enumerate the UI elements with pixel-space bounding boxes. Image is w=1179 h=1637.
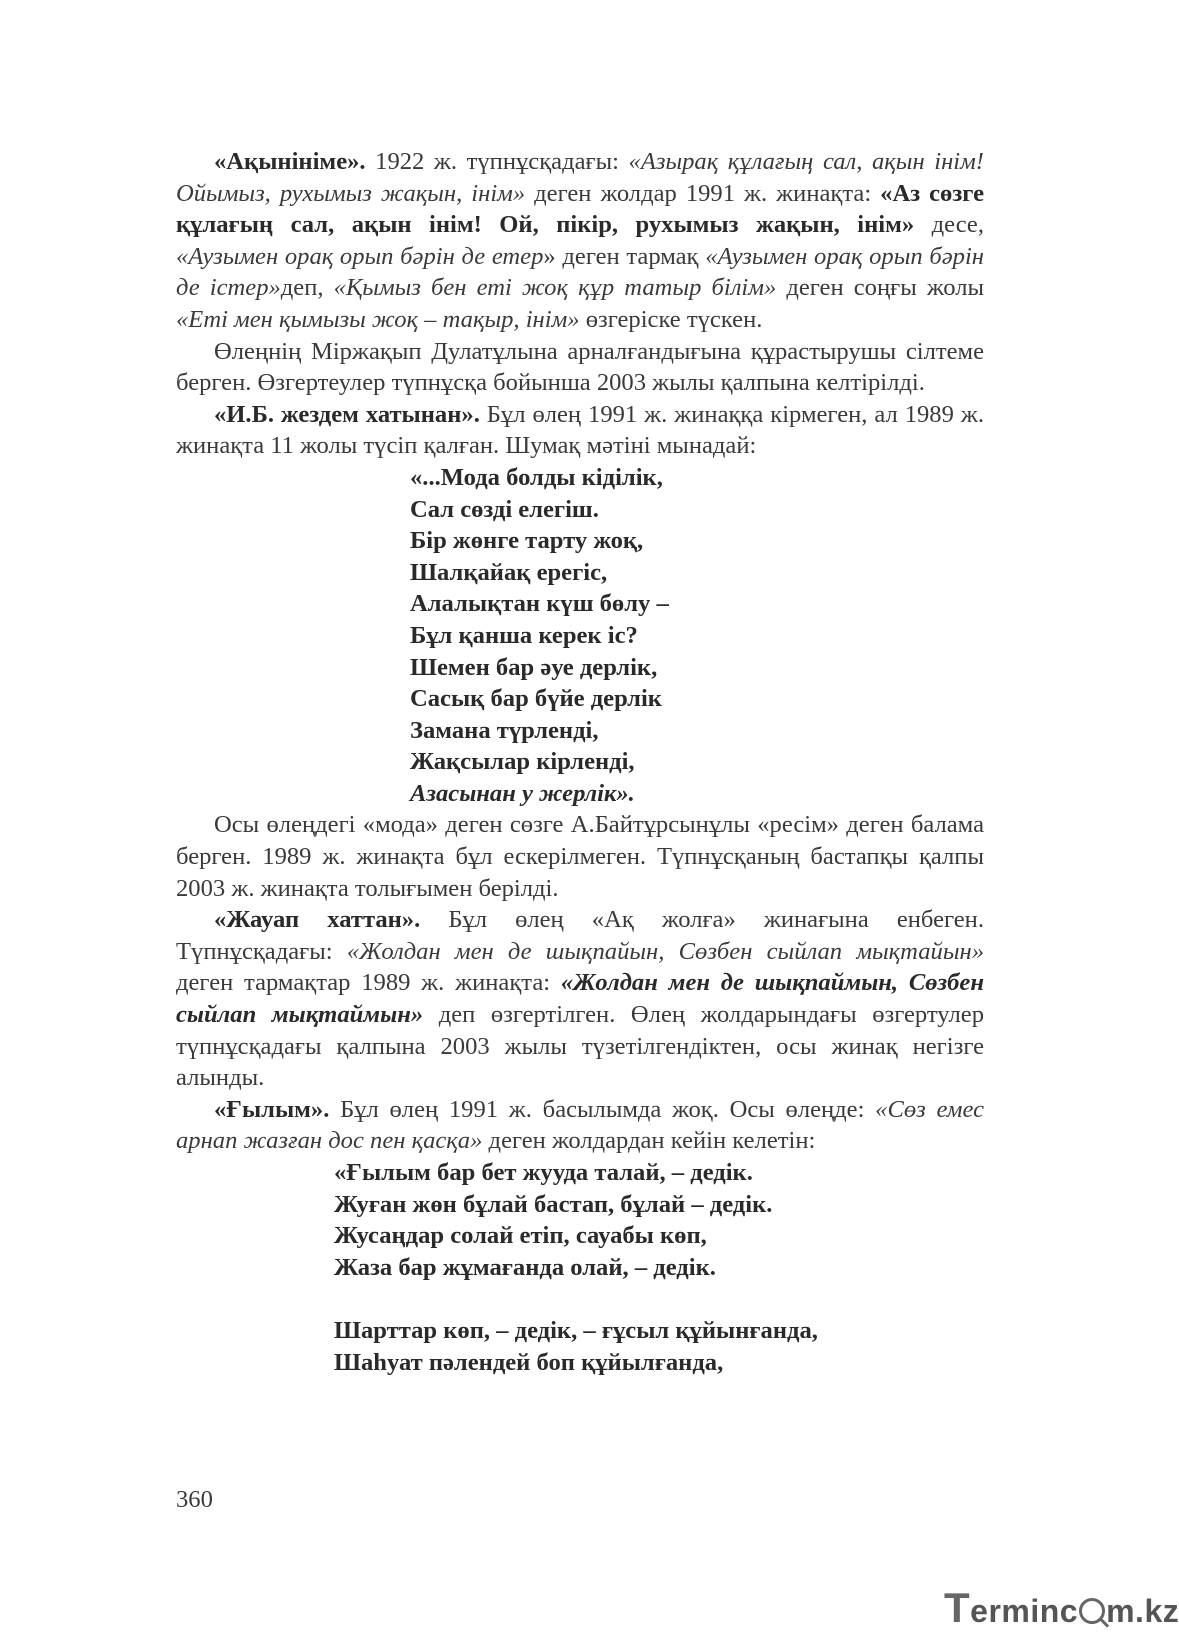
verse-line: «...Мода болды кіділік, [410, 463, 663, 491]
watermark-text: erminc [970, 1593, 1079, 1629]
text-run: десе, [914, 211, 984, 239]
magnifier-icon [1079, 1598, 1105, 1624]
watermark-logo [944, 1584, 1179, 1632]
text-run: деген жолдардан кейін келетін: [482, 1127, 816, 1155]
verse-line: Жақсылар кірленді, [410, 748, 635, 776]
verse-block-moda [176, 462, 984, 810]
section-heading-ib-jezdem: «И.Б. жездем хатынан». [214, 400, 480, 428]
verse-line: Бұл қанша керек іс? [410, 621, 638, 649]
quote-original: «Сөз емес арнап жазған дос пен қасқа» [176, 1095, 985, 1155]
text-run: Бұл өлең 1991 ж. басылымда жоқ. Осы өлеңде: [329, 1095, 876, 1123]
verse-line: Жаза бар жұмағанда олай, – дедік. [334, 1253, 716, 1281]
quote-1991: «Аузымен орақ орып бәрін де істер» [176, 242, 984, 302]
section-heading-jauap-hattan: «Жауап хаттан». [214, 906, 421, 934]
paragraph-dedication-note: Өлеңнің Міржақып Дулатұлына арналғандығына құрастырушы сілтеме берген. Өзгертеулер түпнұсқа бойынша 2003 жылы қалпына келтірілді. [176, 337, 984, 397]
verse-line: Бір жөнге тарту жоқ, [410, 527, 644, 555]
text-run: Бұл өлең «Ақ жолға» жинағына енбеген. Түпнұсқадағы: [176, 906, 984, 965]
paragraph-gylym [176, 1094, 984, 1157]
text-run: деген соңғы жолы [776, 274, 985, 302]
quote-original: «Қымыз бен еті жоқ құр татыр білім» [333, 274, 777, 302]
verse-line: Шаһуат пәлендей боп құйылғанда, [334, 1348, 724, 1376]
verse-block-gylym [176, 1157, 984, 1378]
quote-original: «Аузымен орақ орып бәрін де етер [176, 242, 544, 270]
quote-1991: «Еті мен қымызы жоқ – тақыр, інім» [176, 305, 580, 333]
quote-1991: «Аз сөзге құлағың сал, ақын інім! Ой, пікір, рухымыз жақын, інім» [176, 179, 984, 239]
verse-line: Азасынан у жерлік». [410, 779, 635, 807]
verse-line: «Ғылым бар бет жууда талай, – дедік. [334, 1159, 753, 1186]
text-run: деп өзгертілген. Өлең жолдарындағы өзгертулер түпнұсқадағы қалпына 2003 жылы түзетілгендіктен, осы жинақ негізге алынды. [176, 1001, 984, 1092]
page-body [176, 146, 984, 1378]
text-run: » деген тармақ [543, 242, 706, 270]
verse-line: Шалқайақ ерегіс, [410, 558, 608, 586]
verse-line: Шарттар көп, – дедік, – ғұсыл құйынғанда, [334, 1316, 818, 1344]
text-run: деп, [280, 274, 334, 302]
text-run: Бұл өлең 1991 ж. жинаққа кірмеген, ал 1989 ж. жинақта 11 жолы түсіп қалған. Шумақ мәтіні мынадай: [176, 400, 984, 460]
paragraph-jauap-hattan [176, 904, 984, 1094]
text-run: 1922 ж. түпнұсқадағы: [365, 148, 629, 175]
section-heading-akyn-inime: «Ақынініме». [214, 148, 366, 175]
text-run: деген жолдар 1991 ж. жинақта: [525, 179, 881, 207]
text-run: өзгеріске түскен. [579, 305, 763, 333]
quote-1989: «Жолдан мен де шықпаймын, Сөзбен сыйлап мықтаймын» [176, 969, 984, 1029]
verse-line: Замана түрленді, [410, 716, 599, 744]
verse-line: Шемен бар әуе дерлік, [410, 653, 658, 681]
section-heading-gylym: «Ғылым». [214, 1095, 330, 1123]
quote-original: «Азырақ құлағың сал, ақын інім! Ойымыз, рухымыз жақын, інім» [176, 148, 984, 207]
stanza-gap [334, 1283, 984, 1315]
verse-line: Сал сөзді елегіш. [410, 495, 599, 523]
text-run: деген тармақтар 1989 ж. жинақта: [176, 969, 561, 997]
paragraph-akyn-inime [176, 146, 984, 336]
quote-original: «Жолдан мен де шықпайын, Сөзбен сыйлап мықтайын» [346, 937, 984, 965]
verse-line: Алалықтан күш бөлу – [410, 590, 669, 618]
page-number: 360 [176, 1486, 213, 1513]
paragraph-moda-note: Осы өлеңдегі «мода» деген сөзге А.Байтұрсынұлы «ресім» деген балама берген. 1989 ж. жинақта бұл ескерілмеген. Түпнұсқаның бастапқы қалпы 2003 ж. жинақта толығымен берілді. [176, 811, 984, 902]
verse-line: Жуған жөн бұлай бастап, бұлай – дедік. [334, 1190, 773, 1218]
verse-line: Сасық бар бүйе дерлік [410, 685, 662, 713]
paragraph-ib-jezdem [176, 399, 984, 462]
watermark-text: m.kz [1106, 1593, 1179, 1629]
verse-line: Жусаңдар солай етіп, сауабы көп, [334, 1222, 707, 1250]
watermark-letter: T [944, 1584, 971, 1631]
